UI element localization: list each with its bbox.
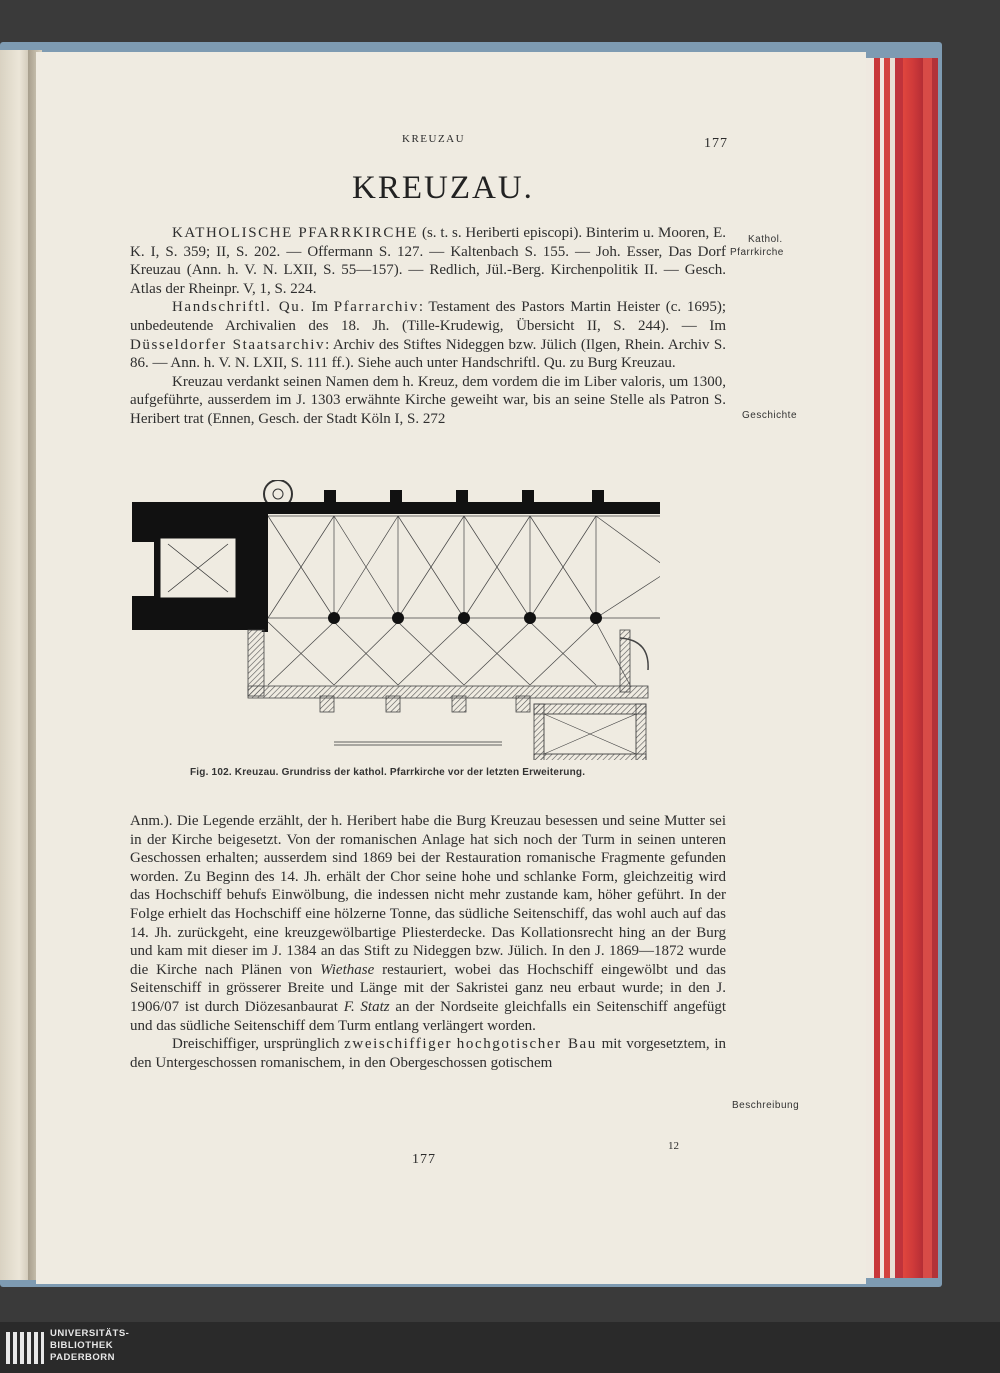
- library-logo-icon: [6, 1330, 46, 1366]
- margin-note-kathol: Kathol.: [748, 234, 783, 245]
- paragraph-text: : Archiv des Stiftes Nideggen bzw. Jülich (Ilgen, Rhein. Archiv S. 86. — Ann. h. V. N. LXII, S. 111 ff.). Siehe auch unter Handschriftl. Qu. zu Burg Kreuzau.: [130, 336, 726, 372]
- page-edge: [866, 58, 874, 1278]
- library-name: [50, 1328, 129, 1364]
- signature-mark: 12: [668, 1140, 679, 1152]
- spaced-term: Pfarrarchiv: [333, 299, 419, 316]
- page-number-bottom: 177: [412, 1152, 436, 1167]
- paragraph-manuscripts: [130, 298, 726, 372]
- page-edge: [903, 58, 923, 1278]
- paragraph-text: Anm.). Die Legende erzählt, der h. Heribert habe die Burg Kreuzau besessen und seine Mutter sei in der Kirche beigesetzt. Von der romanischen Anlage hat sich noch der Turm in seinen unteren Geschossen erhalten; ausserdem sind 1869 bei der Restauration romanische Fragmente gefunden worden. Zu Beginn des 14. Jh. erhält der Chor seine hohe und schlanke Form, gleichzeitig wird das Hochschiff behufs Einwölbung, die indessen nicht mehr zustande kam, höher geführt. In der Folge erhielt das Hochschiff eine hölzerne Tonne, das südliche Seitenschiff, das wohl auch auf das 14. Jh. zurückgeht, eine kreuzgewölbartige Pliesterdecke. Das Kollationsrecht hing an der Burg und kam mit dieser im J. 1384 an das Stift zu Nideggen bzw. Jülich. In den J. 1869—1872 wurde die Kirche nach Plänen von: [130, 813, 726, 978]
- section-heading: KATHOLISCHE PFARRKIRCHE: [172, 225, 419, 241]
- paragraph-text: (s. t. s. Heriberti episcopi). Binterim u. Mooren, E. K. I, S. 359; II, S. 202. — Offermann S. 127. — Kaltenbach S. 155. — Joh. Esser, Das Dorf Kreuzau (Ann. h. V. N. LXII, S. 55—157). — Redlich, Jül.-Berg. Kirchenpolitik II. — Gesch. Atlas der Rheinpr. V, 1, S. 224.: [130, 225, 726, 297]
- paragraph-history: Kreuzau verdankt seinen Namen dem h. Kreuz, dem vordem die im Liber valoris, um 1300, aufgeführte, ausserdem im J. 1303 erwähnte Kirche geweiht war, bis an seine Stelle als Patron S. Heribert trat (Ennen, Gesch. der Stadt Köln I, S. 272: [130, 373, 726, 427]
- margin-note-pfarrkirche: Pfarrkirche: [730, 247, 784, 258]
- paragraph-text: : Testament des Pastors Martin Heister (c. 1695); unbedeutende Archivalien des 18. Jh. (Tille-Krudewig, Übersicht II, S. 244). — Im: [130, 299, 726, 334]
- paragraph-text: mit vorgesetztem, in den Untergeschossen romanischem, in den Obergeschossen gotischem: [130, 1036, 727, 1071]
- page-edge: [923, 58, 932, 1278]
- italic-name: F. Statz: [343, 998, 390, 1015]
- figure-caption: Fig. 102. Kreuzau. Grundriss der kathol. Pfarrkirche vor der letzten Erweiterung.: [190, 767, 586, 778]
- running-header: KREUZAU: [402, 133, 466, 145]
- spaced-term: zweischiffiger: [344, 1036, 453, 1053]
- library-footer: [0, 1322, 1000, 1373]
- text-block-top: [130, 224, 726, 429]
- margin-note-geschichte: Geschichte: [742, 410, 798, 421]
- paragraph-legend: [130, 812, 726, 1035]
- library-name-line: PADERBORN: [50, 1352, 116, 1363]
- library-name-line: UNIVERSITÄTS-: [50, 1328, 130, 1339]
- paragraph-description: [130, 1035, 726, 1072]
- library-name-line: BIBLIOTHEK: [50, 1340, 114, 1351]
- paragraph-sources: [130, 224, 726, 298]
- margin-note-beschreibung: Beschreibung: [732, 1100, 800, 1111]
- page-number-top: 177: [704, 136, 728, 151]
- paragraph-text: restauriert, wobei das Hochschiff eingewölbt und das Seitenschiff in grösserer Breite und Länge mit der Sakristei ganz neu erbaut wurde; in den J. 1906/07 ist durch Diözesanbaurat: [130, 961, 727, 1015]
- church-floor-plan: [130, 480, 660, 760]
- spaced-term: hochgotischer Bau: [456, 1036, 597, 1053]
- page-edge: [932, 58, 938, 1278]
- italic-name: Wiethase: [320, 961, 375, 978]
- scale-bar: [334, 742, 502, 745]
- page-edge: [895, 58, 903, 1278]
- paragraph-text: an der Nordseite gleichfalls ein Seitenschiff angefügt und das südliche Seitenschiff dem Turm entlang verlängert worden.: [130, 998, 727, 1034]
- text-block-bottom: [130, 812, 726, 1072]
- paragraph-text: Dreischiffiger, ursprünglich: [172, 1036, 345, 1053]
- paragraph-lead: Handschriftl. Qu.: [172, 299, 306, 316]
- paragraph-text: Im: [305, 299, 334, 316]
- spaced-term: Düsseldorfer Staatsarchiv: [130, 336, 326, 353]
- page-title: KREUZAU.: [352, 170, 534, 206]
